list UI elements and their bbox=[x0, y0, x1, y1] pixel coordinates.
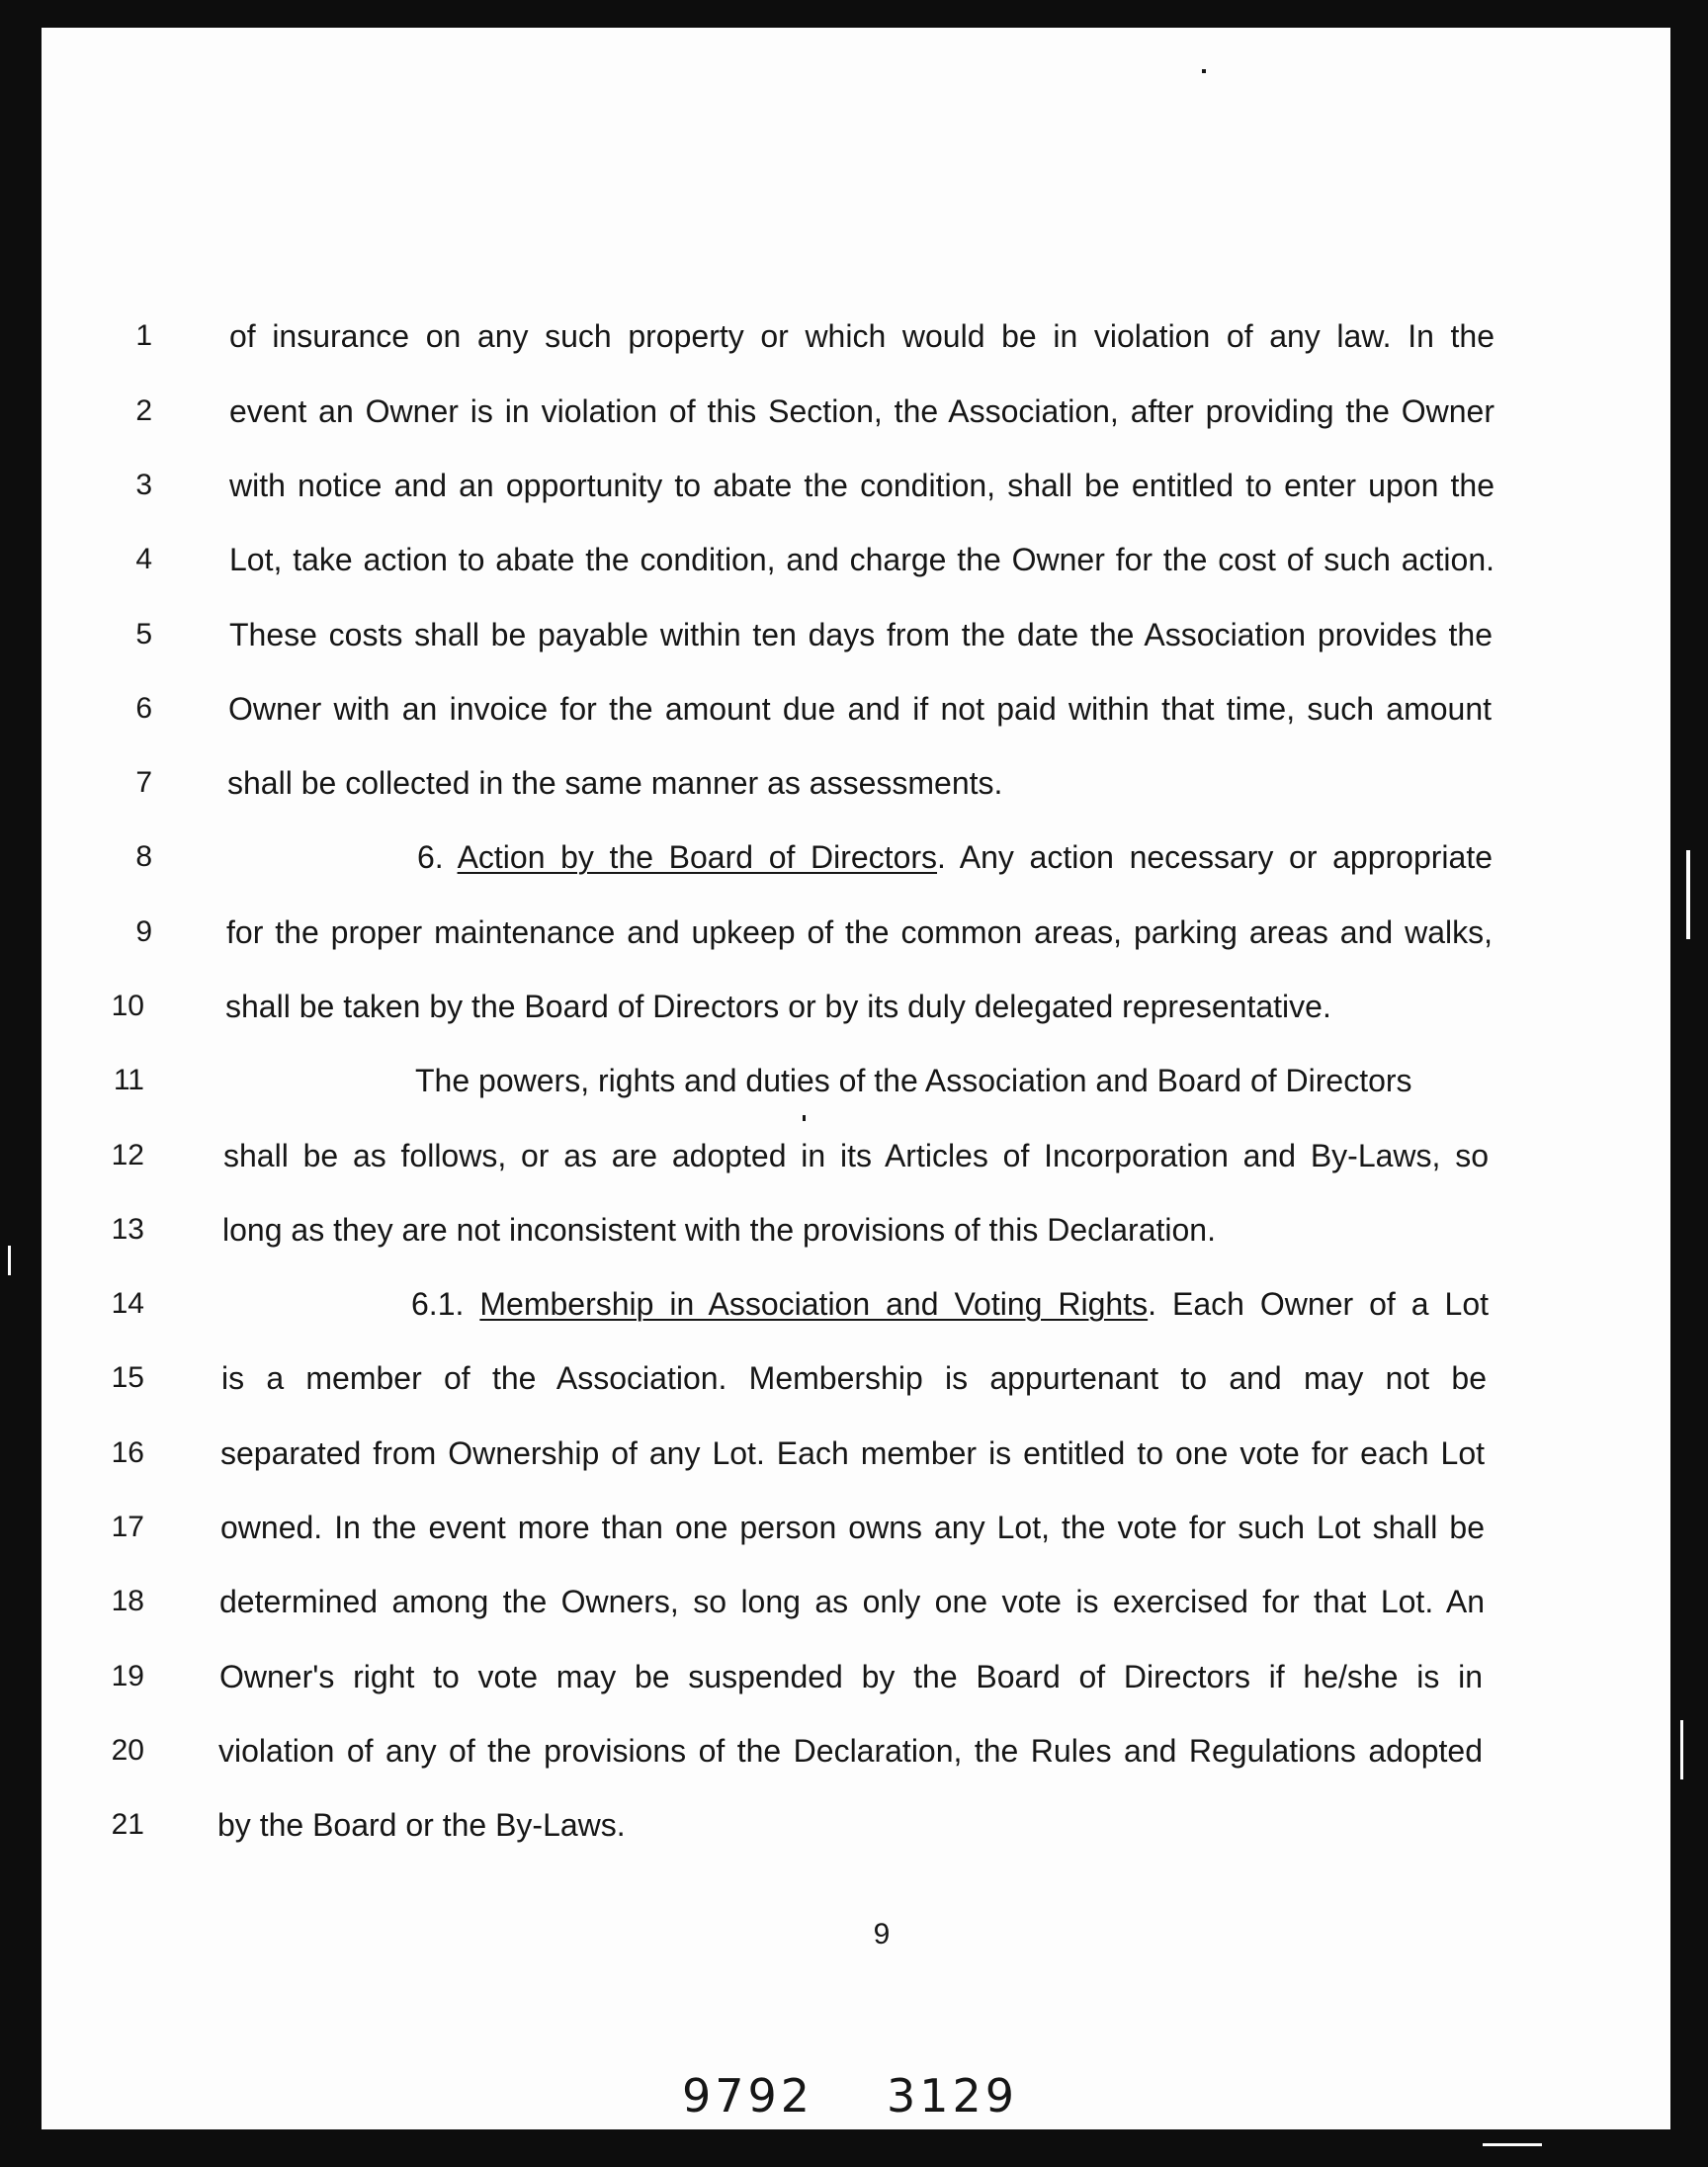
document-page bbox=[42, 28, 1670, 2129]
text-run: shall be collected in the same manner as assessments. bbox=[227, 765, 1003, 801]
line-number: 19 bbox=[111, 1660, 144, 1692]
line-number: 20 bbox=[111, 1734, 144, 1767]
text-run: violation of any of the provisions of the Declaration, the Rules and Regulations adopted bbox=[218, 1733, 1483, 1769]
scan-edge-mark bbox=[1483, 2143, 1542, 2146]
text-run: for the proper maintenance and upkeep of the common areas, parking areas and walks, bbox=[226, 914, 1493, 950]
line-number: 2 bbox=[135, 394, 152, 427]
text-run: determined among the Owners, so long as only one vote is exercised for that Lot. An bbox=[219, 1584, 1485, 1619]
text-line bbox=[229, 542, 1494, 577]
line-number: 10 bbox=[111, 990, 144, 1022]
text-line bbox=[219, 1584, 1485, 1619]
text-line bbox=[226, 914, 1493, 950]
text-line bbox=[229, 617, 1493, 652]
line-number: 14 bbox=[111, 1287, 144, 1320]
text-run: shall be as follows, or as are adopted in its Articles of Incorporation and By-Laws, so bbox=[223, 1138, 1489, 1173]
text-run: long as they are not inconsistent with the provisions of this Declaration. bbox=[222, 1212, 1216, 1248]
line-number: 8 bbox=[135, 840, 152, 873]
text-run: with notice and an opportunity to abate the condition, shall be entitled to enter upon the bbox=[229, 468, 1494, 503]
scan-speck bbox=[1202, 69, 1206, 73]
section-heading: Membership in Association and Voting Rights bbox=[479, 1286, 1149, 1322]
line-number: 17 bbox=[111, 1511, 144, 1543]
line-number: 3 bbox=[135, 469, 152, 501]
text-run: shall be taken by the Board of Directors or by its duly delegated representative. bbox=[225, 989, 1331, 1024]
line-number: 15 bbox=[111, 1361, 144, 1394]
text-line bbox=[229, 393, 1494, 429]
text-line bbox=[223, 1138, 1489, 1173]
text-line bbox=[417, 839, 1493, 875]
scan-edge-mark bbox=[1680, 1720, 1683, 1779]
section-heading: Action by the Board of Directors bbox=[457, 839, 938, 875]
text-run: 6.1. bbox=[411, 1286, 480, 1322]
scan-edge-mark bbox=[1686, 850, 1690, 939]
text-run: The powers, rights and duties of the Association and Board of Directors bbox=[415, 1063, 1412, 1098]
text-line bbox=[228, 691, 1492, 727]
line-number: 16 bbox=[111, 1436, 144, 1469]
line-number: 13 bbox=[111, 1213, 144, 1246]
line-number: 1 bbox=[135, 319, 152, 352]
line-number: 9 bbox=[135, 915, 152, 948]
text-line bbox=[225, 989, 1331, 1024]
text-run: owned. In the event more than one person owns any Lot, the vote for such Lot shall be bbox=[220, 1510, 1485, 1545]
line-number: 6 bbox=[135, 692, 152, 725]
line-number: 18 bbox=[111, 1585, 144, 1617]
text-run: of insurance on any such property or which would be in violation of any law. In the bbox=[229, 318, 1494, 354]
scan-edge-mark bbox=[8, 1246, 11, 1275]
line-number: 11 bbox=[113, 1064, 144, 1096]
page-ref-stamp: 3129 bbox=[887, 2069, 1019, 2123]
text-run: is a member of the Association. Membership is appurtenant to and may not be bbox=[221, 1360, 1487, 1396]
text-line bbox=[219, 1659, 1483, 1694]
page-number: 9 bbox=[873, 1918, 891, 1950]
text-line bbox=[220, 1435, 1485, 1471]
text-run: event an Owner is in violation of this Section, the Association, after providing the Owner bbox=[229, 393, 1494, 429]
text-line bbox=[415, 1063, 1412, 1098]
text-line bbox=[227, 765, 1002, 801]
text-line bbox=[218, 1733, 1483, 1769]
text-run: These costs shall be payable within ten days from the date the Association provides the bbox=[229, 617, 1493, 652]
book-number-stamp: 9792 bbox=[682, 2069, 814, 2123]
line-number: 4 bbox=[135, 543, 152, 575]
line-number: 12 bbox=[111, 1139, 144, 1171]
text-line bbox=[229, 318, 1494, 354]
text-run: . Each Owner of a Lot bbox=[1148, 1286, 1490, 1322]
text-line bbox=[411, 1286, 1489, 1322]
text-run: . Any action necessary or appropriate bbox=[937, 839, 1494, 875]
scan-speck bbox=[803, 1115, 806, 1121]
text-line bbox=[220, 1510, 1485, 1545]
line-number: 21 bbox=[111, 1808, 144, 1841]
text-run: Lot, take action to abate the condition, and charge the Owner for the cost of such action. bbox=[229, 542, 1494, 577]
text-run: Owner with an invoice for the amount due and if not paid within that time, such amount bbox=[228, 691, 1492, 727]
text-line bbox=[217, 1807, 626, 1843]
text-run: Owner's right to vote may be suspended by the Board of Directors if he/she is in bbox=[219, 1659, 1483, 1694]
text-line bbox=[222, 1212, 1216, 1248]
text-run: by the Board or the By-Laws. bbox=[217, 1807, 626, 1843]
text-line bbox=[229, 468, 1494, 503]
text-run: 6. bbox=[417, 839, 458, 875]
line-number: 7 bbox=[135, 766, 152, 799]
text-run: separated from Ownership of any Lot. Each member is entitled to one vote for each Lot bbox=[220, 1435, 1485, 1471]
text-line bbox=[221, 1360, 1487, 1396]
line-number: 5 bbox=[135, 618, 152, 650]
